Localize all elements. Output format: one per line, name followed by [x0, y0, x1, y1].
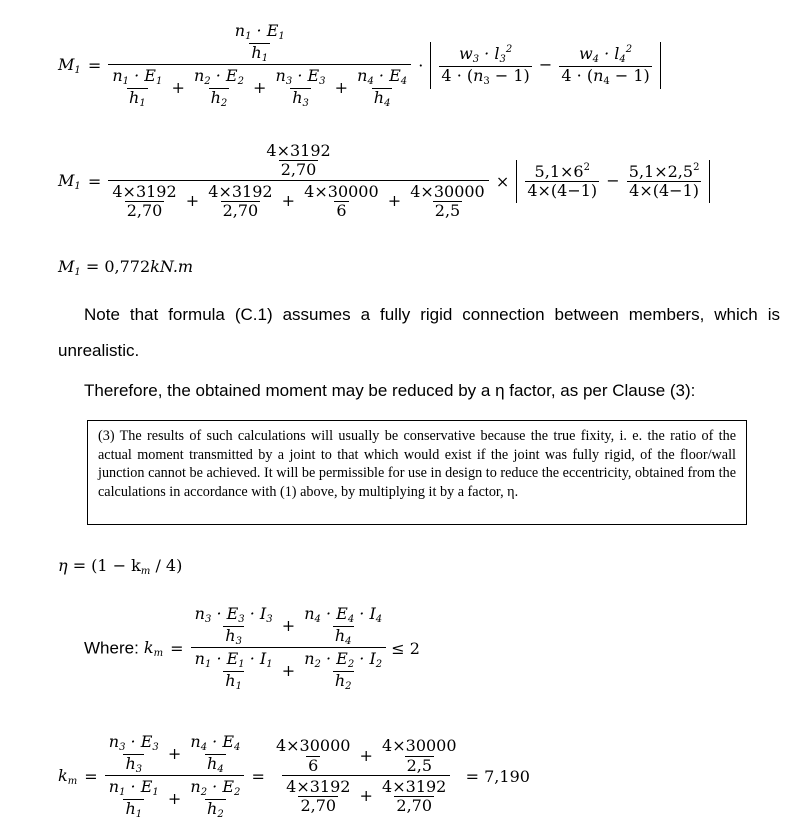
paragraph-reduction: Therefore, the obtained moment may be reduced by a η factor, as per Clause (3):	[84, 381, 696, 400]
clause-quote-box	[87, 420, 747, 525]
m1-numeric-main-fraction: $\frac{4\times 3192}{2,70}$ $\frac{4\times 3192}{2,70}$ + $\frac{4\times 3192}{2,70}$ + $\frac{4\times 30000}{6}$ + $\frac{4\times 30000}{2,5}$	[108, 142, 488, 221]
m1-lhs: $M_1$	[58, 55, 81, 76]
m1-main-numerator: $\frac{n_1 \cdot E_1}{h_1}$	[234, 21, 285, 64]
clause-quote-text: (3) The results of such calculations will usually be conservative because the true fixity, i. e. the ratio of the actual moment transmitted by a joint to that which would exist if the joint was fully rigid, of the floor/wall junction cannot be achieved. It will be permissible for use in design to reduce the eccentricity, obtained from the calculations in accordance with (1) above, by multiplying it by a factor, η.	[98, 428, 736, 500]
m1-bracket: $\frac{w_3 \cdot l_3^2}{4 \cdot (n_3 - 1)}$ − $\frac{w_4 \cdot l_4^2}{4 \cdot (n_4 - 1)}$	[430, 42, 660, 89]
km-definition: Where: $k_m$ = $\frac{n_3 \cdot E_3 \cdot I_3}{h_3}$ + $\frac{n_4 \cdot E_4 \cdot I_4}{h_4}$ $\frac{n_1 \cdot E_1 \cdot I_1}{h_1}$ + $\frac{n_2 \cdot E_2 \cdot I_2}{h_2}$ ≤ 2	[84, 604, 420, 692]
m1-numeric-bracket: $\frac{5,1\times 6^2}{4\times(4-1)}$ − $\frac{5,1\times 2,5^2}{4\times(4-1)}$	[516, 160, 710, 203]
m1-result: $M_1 = 0,772kN.m$	[58, 257, 194, 278]
km-symbolic-fraction: $\frac{n_3 \cdot E_3}{h_3}$ + $\frac{n_4 \cdot E_4}{h_4}$ $\frac{n_1 \cdot E_1}{h_1}$ + $\frac{n_2 \cdot E_2}{h_2}$	[105, 733, 245, 820]
eta-formula: $\eta = (1 - k_m / 4)$	[58, 556, 183, 577]
m1-main-denominator: $\frac{n_1 \cdot E_1}{h_1}$ + $\frac{n_2 \cdot E_2}{h_2}$ + $\frac{n_3 \cdot E_3}{h_3}$ + $\frac{n_4 \cdot E_4}{h_4}$	[108, 64, 411, 109]
km-numeric-fraction: $\frac{4\times 30000}{6}$ + $\frac{4\times 30000}{2,5}$ $\frac{4\times 3192}{2,70}$ + $\frac{4\times 3192}{2,70}$	[275, 736, 457, 816]
km-value: = 7,190	[465, 767, 530, 786]
km-definition-fraction: $\frac{n_3 \cdot E_3 \cdot I_3}{h_3}$ + $\frac{n_4 \cdot E_4 \cdot I_4}{h_4}$ $\frac{n_1 \cdot E_1 \cdot I_1}{h_1}$ + $\frac{n_2 \cdot E_2 \cdot I_2}{h_2}$	[191, 605, 387, 692]
m1-numeric-lhs: $M_1$	[58, 170, 81, 192]
formula-m1-symbolic: $M_1$ = $\frac{n_1 \cdot E_1}{h_1}$ $\frac{n_1 \cdot E_1}{h_1}$ + $\frac{n_2 \cdot E_2}{h_2}$ + $\frac{n_3 \cdot E_3}{h_3}$ + $\frac{n_4 \cdot E_4}{h_4}$ · $\frac{w_3 \cdot l_3^2}{4 \cdot (n_3 - 1)}$ − $\frac{w_4 \cdot l_4^2}{4 \cdot (n_4 - 1)}$	[58, 22, 661, 109]
m1-main-fraction	[108, 22, 411, 109]
paragraph-rigid-connection: Note that formula (C.1) assumes a fully rigid connection between members, which is unrealistic.	[58, 305, 780, 360]
formula-m1-numeric: $M_1$ = $\frac{4\times 3192}{2,70}$ $\frac{4\times 3192}{2,70}$ + $\frac{4\times 3192}{2,70}$ + $\frac{4\times 30000}{6}$ + $\frac{4\times 30000}{2,5}$ × $\frac{5,1\times 6^2}{4\times(4-1)}$ − $\frac{5,1\times 2,5^2}{4\times(4-1)}$	[58, 142, 710, 221]
km-calculation: $k_m$ = $\frac{n_3 \cdot E_3}{h_3}$ + $\frac{n_4 \cdot E_4}{h_4}$ $\frac{n_1 \cdot E_1}{h_1}$ + $\frac{n_2 \cdot E_2}{h_2}$ = $\frac{4\times 30000}{6}$ + $\frac{4\times 30000}{2,5}$ $\frac{4\times 3192}{2,70}$ + $\frac{4\times 3192}{2,70}$ = 7,190	[58, 732, 530, 820]
